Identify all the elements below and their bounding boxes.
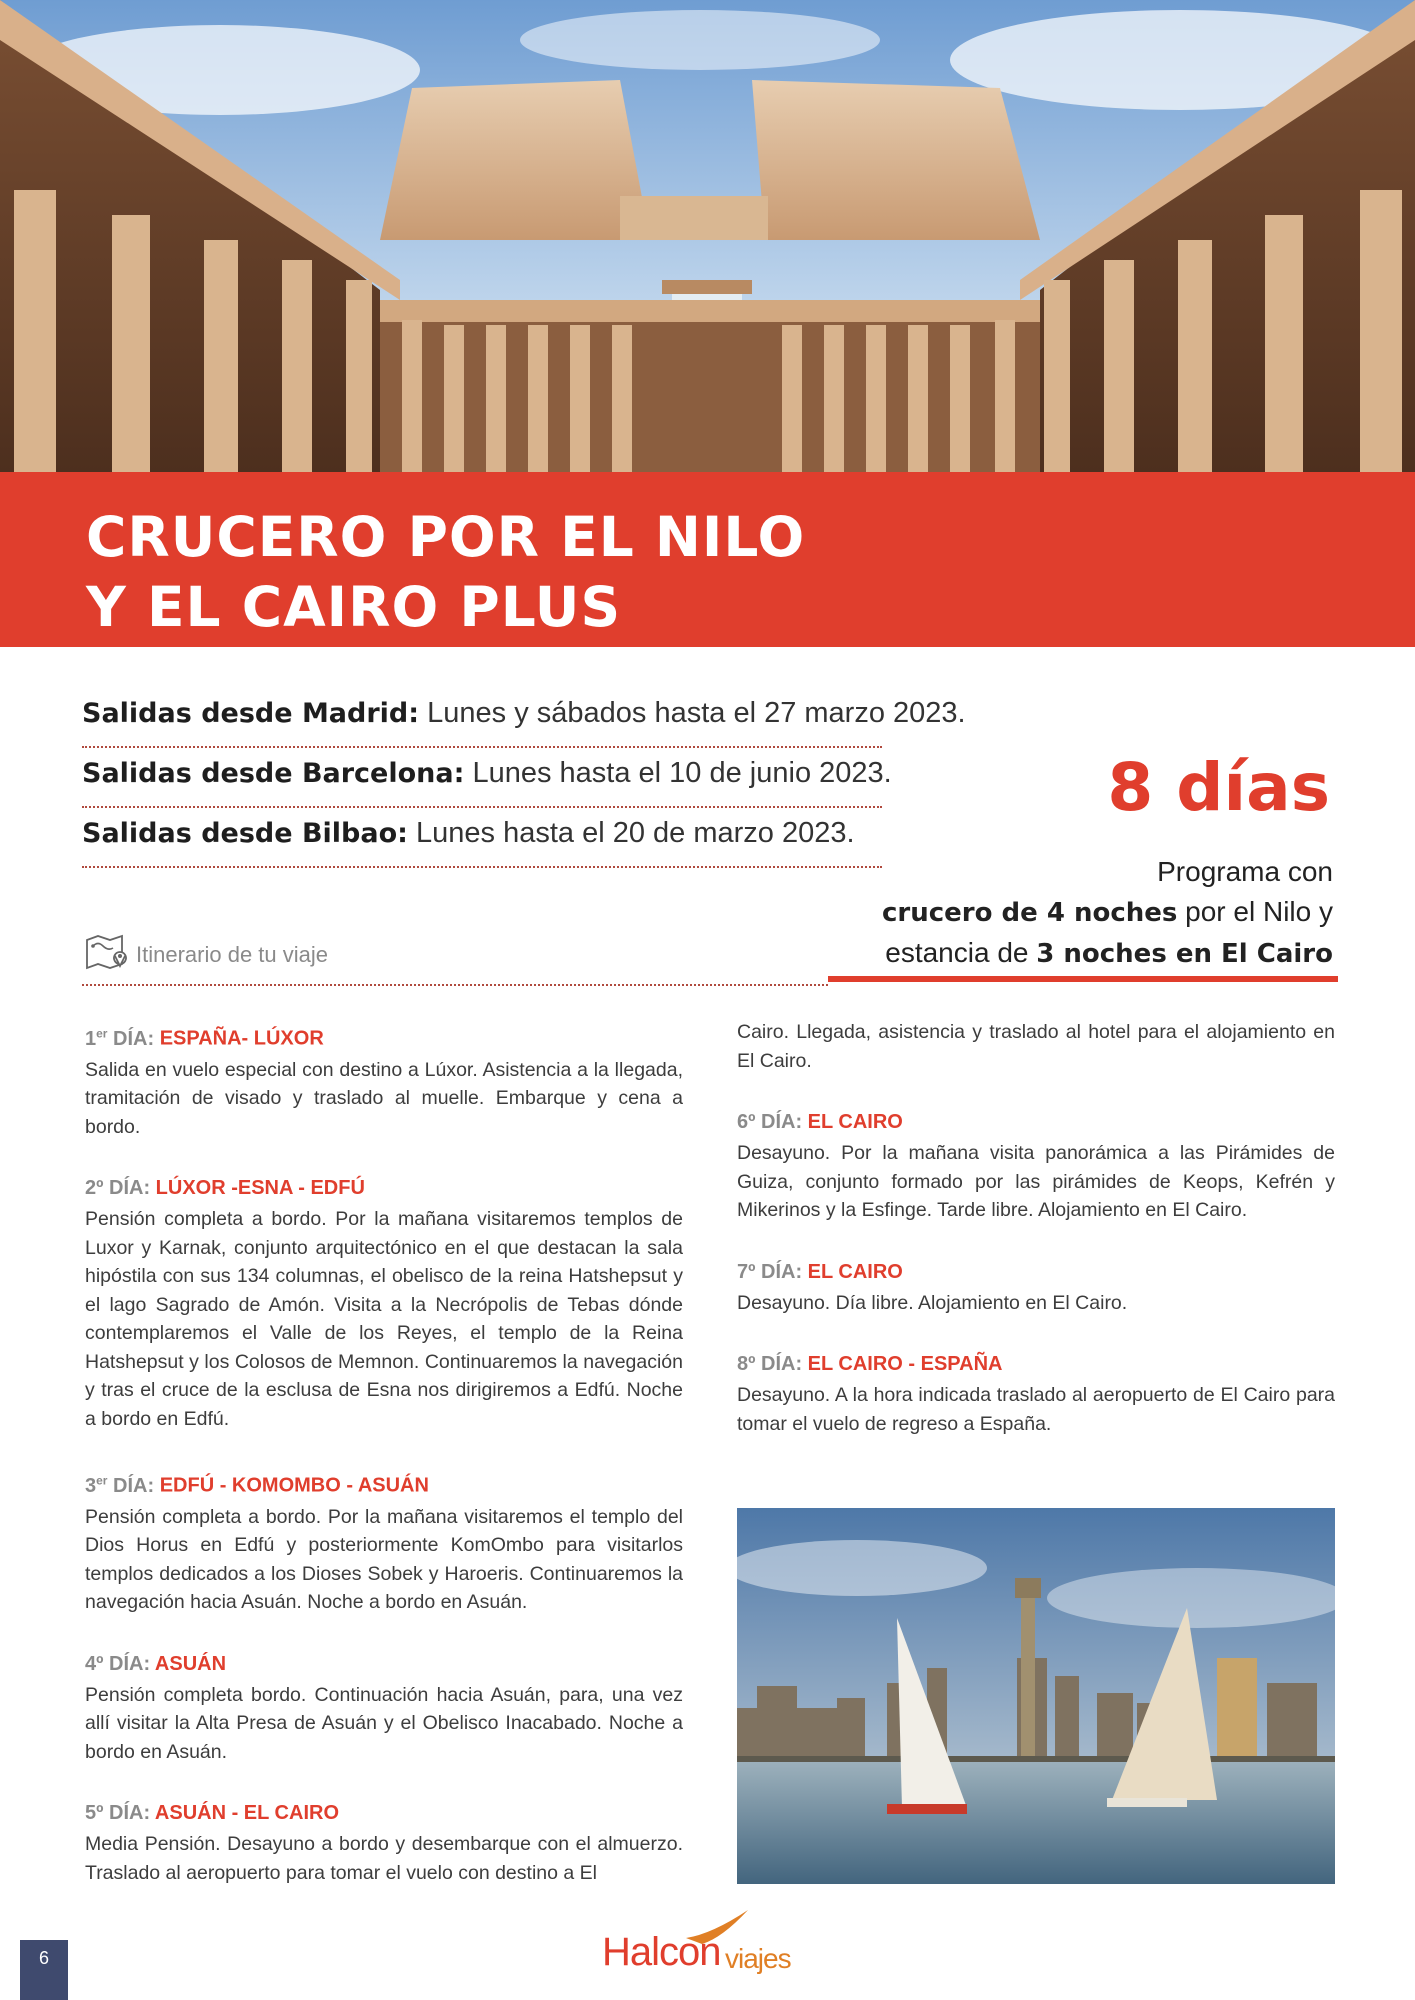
- itinerary-column-right: [737, 1018, 1335, 1470]
- day-number: 6º DÍA:: [737, 1111, 808, 1133]
- day-heading: [85, 1173, 683, 1203]
- itinerary-day-8: [737, 1349, 1335, 1438]
- departure-barcelona: [82, 748, 892, 808]
- day-number: 5º DÍA:: [85, 1802, 155, 1825]
- departure-label: Salidas desde Bilbao:: [82, 818, 408, 849]
- departure-madrid: [82, 688, 966, 748]
- day-number: 2º DÍA:: [85, 1177, 156, 1200]
- itinerary-header: [82, 926, 828, 986]
- day-description: Pensión completa bordo. Continuación hacia Asuán, para, una vez allí visitar la Alta Presa de Asuán y el Obelisco Inacabado. Noche a bordo en Asuán.: [85, 1683, 683, 1763]
- itinerary-label: Itinerario de tu viaje: [136, 942, 328, 967]
- duration-badge: 8 días: [1107, 749, 1330, 826]
- departure-value: Lunes hasta el 20 de marzo 2023.: [416, 817, 855, 849]
- itinerary-day-6: [737, 1107, 1335, 1225]
- day-description: Media Pensión. Desayuno a bordo y desembarque con el almuerzo. Traslado al aeropuerto para tomar el vuelo con destino a El: [85, 1833, 683, 1884]
- day-description: Pensión completa a bordo. Por la mañana visitaremos templos de Luxor y Karnak, conjunto arquitectónico en el que destacan la sala hipóstila con sus 134 columnas, el obelisco de la reina Hatshepsut y el lago Sagrado de Amón. Visita a la Necrópolis de Tebas dónde contemplaremos el Valle de los Reyes, el templo de la Reina Hatshepsut y los Colosos de Memnon. Continuaremos la navegación y tras el cruce de la esclusa de Esna nos dirigiremos a Edfú. Noche a bordo en Edfú.: [85, 1208, 683, 1430]
- day-number: 1er DÍA:: [85, 1026, 160, 1050]
- day-number: 3er DÍA:: [85, 1473, 160, 1497]
- itinerary-column-left: [85, 1018, 683, 1919]
- itinerary-day-5-continued: [737, 1018, 1335, 1075]
- day-heading: [85, 1465, 683, 1501]
- page-title: [86, 502, 805, 642]
- itinerary-day-4: [85, 1649, 683, 1767]
- program-cruise-rest: por el Nilo y: [1177, 896, 1333, 927]
- day-route: LÚXOR -ESNA - EDFÚ: [155, 1177, 365, 1200]
- day-number: 8º DÍA:: [737, 1353, 808, 1375]
- day-number: 4º DÍA:: [85, 1652, 155, 1675]
- day-route: ASUÁN - EL CAIRO: [154, 1802, 340, 1825]
- program-underline: [828, 976, 1338, 982]
- day-description: Cairo. Llegada, asistencia y traslado al hotel para el alojamiento en El Cairo.: [737, 1021, 1335, 1072]
- logo-main-text: Halcon: [602, 1930, 721, 1974]
- title-line-2: Y EL CAIRO PLUS: [86, 575, 622, 639]
- itinerary-day-2: [85, 1173, 683, 1433]
- logo-sub-text: viajes: [725, 1943, 791, 1974]
- program-cruise-bold: crucero de 4 noches: [882, 898, 1178, 928]
- day-route: ESPAÑA- LÚXOR: [159, 1027, 324, 1050]
- day-description: Desayuno. A la hora indicada traslado al aeropuerto de El Cairo para tomar el vuelo de regreso a España.: [737, 1384, 1335, 1435]
- itinerary-day-1: [85, 1018, 683, 1141]
- halcon-viajes-logo: [602, 1908, 822, 1978]
- departure-label: Salidas desde Barcelona:: [82, 758, 465, 789]
- day-route: EDFÚ - KOMOMBO - ASUÁN: [159, 1474, 429, 1497]
- cairo-nile-photo: [737, 1508, 1335, 1884]
- departure-label: Salidas desde Madrid:: [82, 698, 420, 729]
- program-stay-pre: estancia de: [885, 937, 1037, 968]
- day-heading: [737, 1257, 1335, 1287]
- itinerary-day-7: [737, 1257, 1335, 1318]
- page-number: 6: [20, 1940, 68, 2000]
- day-heading: [737, 1349, 1335, 1379]
- itinerary-day-5: [85, 1798, 683, 1887]
- program-line-1: Programa con: [1157, 856, 1333, 887]
- departure-value: Lunes hasta el 10 de junio 2023.: [472, 757, 892, 789]
- itinerary-day-3: [85, 1465, 683, 1617]
- title-banner: [0, 472, 1415, 647]
- title-line-1: CRUCERO POR EL NILO: [86, 505, 806, 569]
- hero-temple-photo: [0, 0, 1415, 472]
- day-number: 7º DÍA:: [737, 1260, 808, 1283]
- departure-bilbao: [82, 808, 882, 868]
- day-description: Desayuno. Por la mañana visita panorámica a las Pirámides de Guiza, conjunto formado por las pirámides de Keops, Kefrén y Mikerinos y la Esfinge. Tarde libre. Alojamiento en El Cairo.: [737, 1142, 1335, 1221]
- map-pin-icon: [84, 930, 130, 976]
- program-stay-bold: 3 noches en El Cairo: [1036, 939, 1333, 969]
- day-route: EL CAIRO: [807, 1111, 903, 1133]
- day-heading: [85, 1018, 683, 1054]
- day-route: EL CAIRO: [807, 1260, 903, 1283]
- departure-value: Lunes y sábados hasta el 27 marzo 2023.: [427, 697, 966, 729]
- day-route: EL CAIRO - ESPAÑA: [807, 1353, 1003, 1375]
- program-summary: [773, 852, 1333, 974]
- day-description: Pensión completa a bordo. Por la mañana visitaremos el templo del Dios Horus en Edfú y posteriormente KomOmbo para visitarlos templos dedicados a los Dioses Sobek y Haroeris. Continuaremos la navegación hacia Asuán. Noche a bordo en Asuán.: [85, 1505, 683, 1614]
- day-heading: [737, 1107, 1335, 1137]
- day-heading: [85, 1649, 683, 1679]
- day-heading: [85, 1798, 683, 1828]
- day-description: Salida en vuelo especial con destino a Lúxor. Asistencia a la llegada, tramitación de visado y traslado al muelle. Embarque y cena a bordo.: [85, 1058, 683, 1138]
- day-description: Desayuno. Día libre. Alojamiento en El Cairo.: [737, 1291, 1128, 1314]
- day-route: ASUÁN: [154, 1652, 227, 1675]
